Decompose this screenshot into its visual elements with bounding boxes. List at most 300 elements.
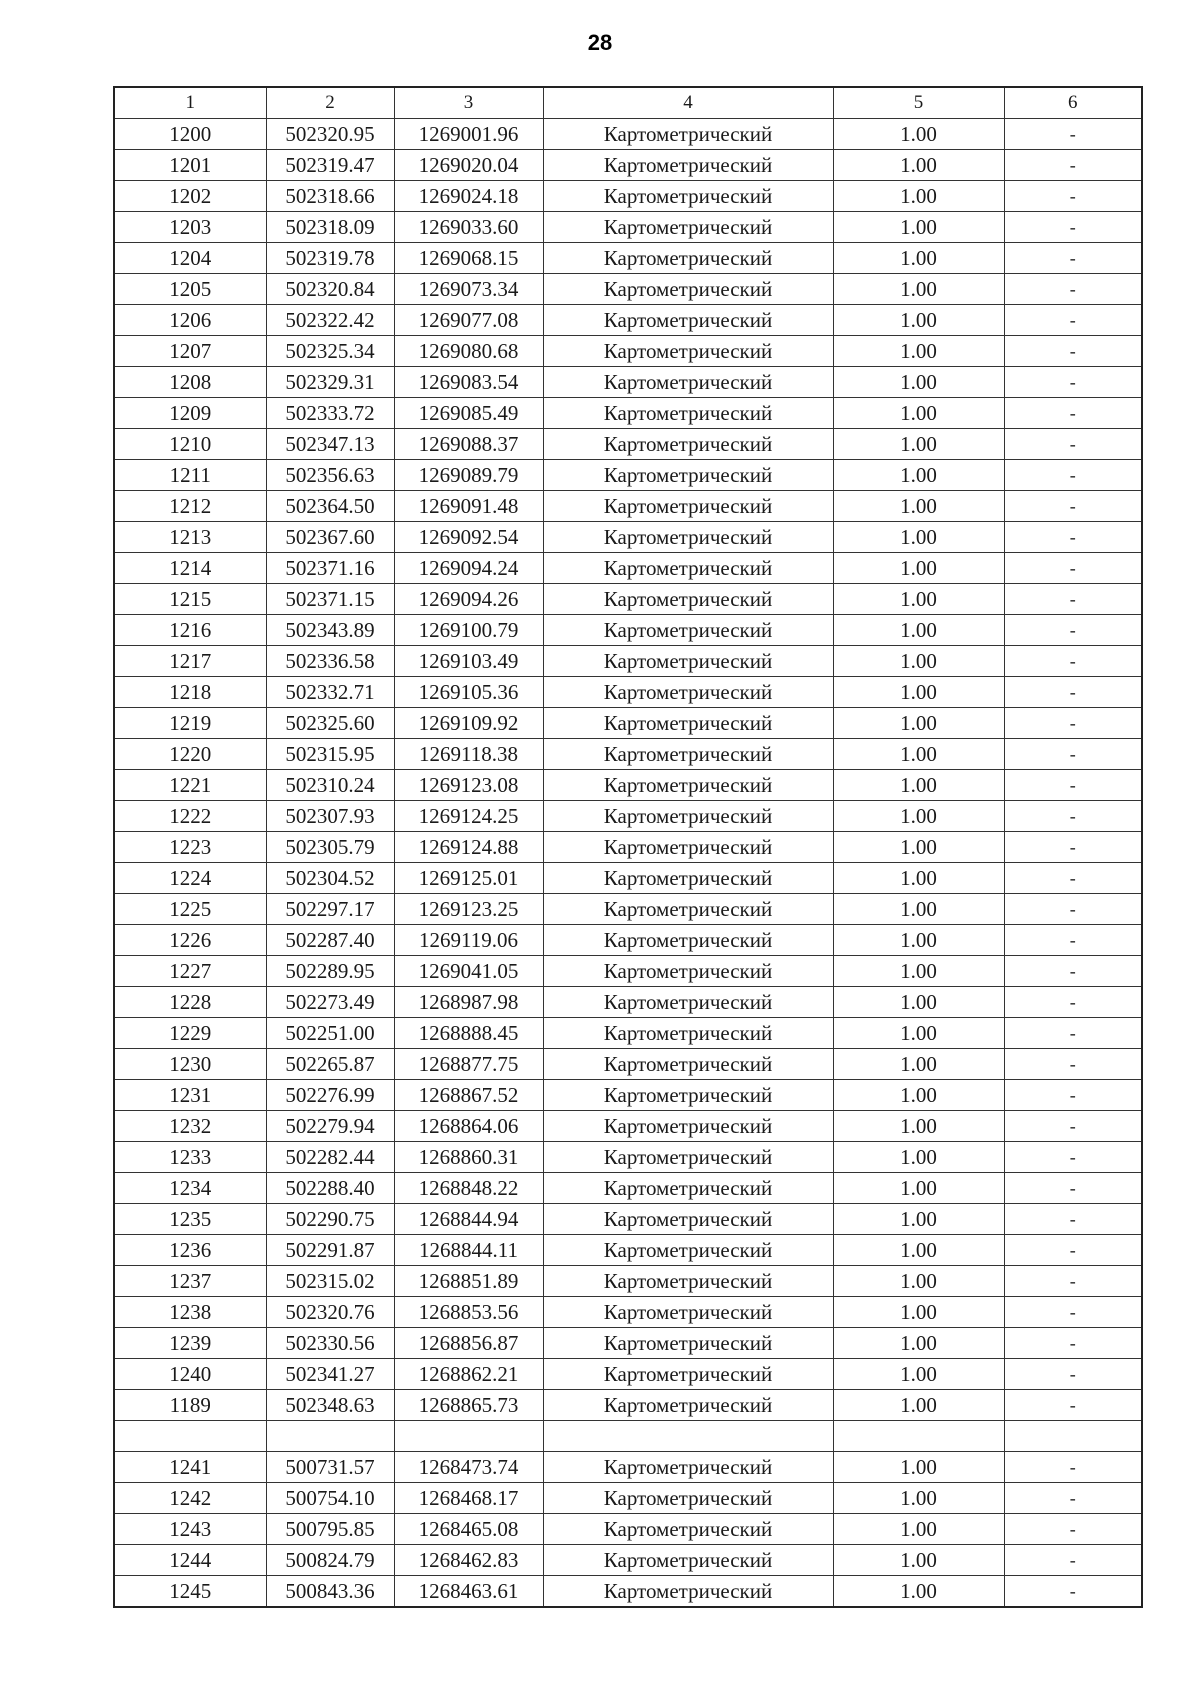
description-cell: - bbox=[1004, 212, 1142, 243]
method-cell bbox=[543, 1421, 833, 1452]
description-cell: - bbox=[1004, 1173, 1142, 1204]
y-coordinate-cell: 1269118.38 bbox=[394, 739, 543, 770]
description-cell: - bbox=[1004, 1576, 1142, 1608]
y-coordinate-cell: 1269105.36 bbox=[394, 677, 543, 708]
x-coordinate-cell: 502343.89 bbox=[266, 615, 394, 646]
table-row bbox=[114, 1204, 1142, 1235]
accuracy-cell: 1.00 bbox=[833, 925, 1004, 956]
column-header-method: 4 bbox=[543, 87, 833, 119]
table-row bbox=[114, 584, 1142, 615]
point-number-cell: 1205 bbox=[114, 274, 266, 305]
point-number-cell: 1200 bbox=[114, 119, 266, 150]
method-cell: Картометрический bbox=[543, 367, 833, 398]
point-number-cell: 1223 bbox=[114, 832, 266, 863]
y-coordinate-cell: 1269033.60 bbox=[394, 212, 543, 243]
x-coordinate-cell: 502318.09 bbox=[266, 212, 394, 243]
description-cell: - bbox=[1004, 1018, 1142, 1049]
column-header-point-number: 1 bbox=[114, 87, 266, 119]
point-number-cell: 1239 bbox=[114, 1328, 266, 1359]
y-coordinate-cell: 1268463.61 bbox=[394, 1576, 543, 1608]
method-cell: Картометрический bbox=[543, 398, 833, 429]
table-row bbox=[114, 398, 1142, 429]
accuracy-cell: 1.00 bbox=[833, 243, 1004, 274]
description-cell: - bbox=[1004, 119, 1142, 150]
accuracy-cell: 1.00 bbox=[833, 1266, 1004, 1297]
table-row bbox=[114, 1514, 1142, 1545]
y-coordinate-cell: 1269100.79 bbox=[394, 615, 543, 646]
method-cell: Картометрический bbox=[543, 274, 833, 305]
accuracy-cell: 1.00 bbox=[833, 1235, 1004, 1266]
description-cell: - bbox=[1004, 1297, 1142, 1328]
y-coordinate-cell: 1268860.31 bbox=[394, 1142, 543, 1173]
x-coordinate-cell: 500824.79 bbox=[266, 1545, 394, 1576]
y-coordinate-cell: 1268462.83 bbox=[394, 1545, 543, 1576]
description-cell: - bbox=[1004, 1483, 1142, 1514]
x-coordinate-cell: 502333.72 bbox=[266, 398, 394, 429]
x-coordinate-cell: 502325.60 bbox=[266, 708, 394, 739]
point-number-cell: 1217 bbox=[114, 646, 266, 677]
point-number-cell: 1240 bbox=[114, 1359, 266, 1390]
column-header-accuracy: 5 bbox=[833, 87, 1004, 119]
table-row bbox=[114, 1142, 1142, 1173]
accuracy-cell: 1.00 bbox=[833, 1452, 1004, 1483]
method-cell: Картометрический bbox=[543, 615, 833, 646]
accuracy-cell: 1.00 bbox=[833, 367, 1004, 398]
table-row bbox=[114, 1576, 1142, 1608]
accuracy-cell: 1.00 bbox=[833, 832, 1004, 863]
accuracy-cell: 1.00 bbox=[833, 1545, 1004, 1576]
accuracy-cell: 1.00 bbox=[833, 1483, 1004, 1514]
x-coordinate-cell: 500754.10 bbox=[266, 1483, 394, 1514]
description-cell: - bbox=[1004, 522, 1142, 553]
table-row bbox=[114, 956, 1142, 987]
method-cell: Картометрический bbox=[543, 832, 833, 863]
y-coordinate-cell: 1268888.45 bbox=[394, 1018, 543, 1049]
table-row bbox=[114, 1049, 1142, 1080]
description-cell: - bbox=[1004, 770, 1142, 801]
accuracy-cell: 1.00 bbox=[833, 1080, 1004, 1111]
description-cell: - bbox=[1004, 460, 1142, 491]
accuracy-cell: 1.00 bbox=[833, 1111, 1004, 1142]
description-cell: - bbox=[1004, 1328, 1142, 1359]
description-cell: - bbox=[1004, 1049, 1142, 1080]
point-number-cell: 1224 bbox=[114, 863, 266, 894]
method-cell: Картометрический bbox=[543, 677, 833, 708]
page-number: 28 bbox=[587, 30, 613, 55]
table-row bbox=[114, 646, 1142, 677]
x-coordinate-cell: 502291.87 bbox=[266, 1235, 394, 1266]
point-number-cell: 1242 bbox=[114, 1483, 266, 1514]
point-number-cell: 1241 bbox=[114, 1452, 266, 1483]
table-row bbox=[114, 987, 1142, 1018]
x-coordinate-cell: 502356.63 bbox=[266, 460, 394, 491]
description-cell: - bbox=[1004, 1111, 1142, 1142]
y-coordinate-cell: 1268473.74 bbox=[394, 1452, 543, 1483]
y-coordinate-cell: 1269123.08 bbox=[394, 770, 543, 801]
y-coordinate-cell: 1268844.94 bbox=[394, 1204, 543, 1235]
table-row bbox=[114, 553, 1142, 584]
method-cell: Картометрический bbox=[543, 1204, 833, 1235]
x-coordinate-cell: 502288.40 bbox=[266, 1173, 394, 1204]
y-coordinate-cell: 1269091.48 bbox=[394, 491, 543, 522]
description-cell: - bbox=[1004, 336, 1142, 367]
y-coordinate-cell: 1268865.73 bbox=[394, 1390, 543, 1421]
y-coordinate-cell: 1269083.54 bbox=[394, 367, 543, 398]
y-coordinate-cell: 1269103.49 bbox=[394, 646, 543, 677]
method-cell: Картометрический bbox=[543, 863, 833, 894]
method-cell: Картометрический bbox=[543, 553, 833, 584]
description-cell: - bbox=[1004, 925, 1142, 956]
point-number-cell: 1227 bbox=[114, 956, 266, 987]
description-cell: - bbox=[1004, 553, 1142, 584]
method-cell: Картометрический bbox=[543, 987, 833, 1018]
y-coordinate-cell: 1268848.22 bbox=[394, 1173, 543, 1204]
table-row bbox=[114, 1452, 1142, 1483]
x-coordinate-cell: 502319.47 bbox=[266, 150, 394, 181]
x-coordinate-cell: 500843.36 bbox=[266, 1576, 394, 1608]
table-row bbox=[114, 150, 1142, 181]
table-row bbox=[114, 336, 1142, 367]
x-coordinate-cell: 502319.78 bbox=[266, 243, 394, 274]
method-cell: Картометрический bbox=[543, 894, 833, 925]
method-cell: Картометрический bbox=[543, 460, 833, 491]
description-cell: - bbox=[1004, 894, 1142, 925]
description-cell: - bbox=[1004, 708, 1142, 739]
table-row bbox=[114, 832, 1142, 863]
y-coordinate-cell: 1269085.49 bbox=[394, 398, 543, 429]
accuracy-cell: 1.00 bbox=[833, 987, 1004, 1018]
column-header-x-coordinate: 2 bbox=[266, 87, 394, 119]
point-number-cell: 1206 bbox=[114, 305, 266, 336]
accuracy-cell: 1.00 bbox=[833, 894, 1004, 925]
table-row bbox=[114, 1297, 1142, 1328]
point-number-cell: 1216 bbox=[114, 615, 266, 646]
x-coordinate-cell: 502320.95 bbox=[266, 119, 394, 150]
x-coordinate-cell bbox=[266, 1421, 394, 1452]
table-row bbox=[114, 615, 1142, 646]
description-cell: - bbox=[1004, 1359, 1142, 1390]
y-coordinate-cell: 1269124.88 bbox=[394, 832, 543, 863]
description-cell: - bbox=[1004, 615, 1142, 646]
method-cell: Картометрический bbox=[543, 1080, 833, 1111]
method-cell: Картометрический bbox=[543, 150, 833, 181]
y-coordinate-cell: 1269094.24 bbox=[394, 553, 543, 584]
method-cell: Картометрический bbox=[543, 1545, 833, 1576]
point-number-cell: 1228 bbox=[114, 987, 266, 1018]
x-coordinate-cell: 502336.58 bbox=[266, 646, 394, 677]
y-coordinate-cell: 1269119.06 bbox=[394, 925, 543, 956]
x-coordinate-cell: 502279.94 bbox=[266, 1111, 394, 1142]
accuracy-cell: 1.00 bbox=[833, 1018, 1004, 1049]
y-coordinate-cell: 1269088.37 bbox=[394, 429, 543, 460]
description-cell: - bbox=[1004, 1266, 1142, 1297]
table-row bbox=[114, 243, 1142, 274]
table-row bbox=[114, 212, 1142, 243]
method-cell: Картометрический bbox=[543, 1483, 833, 1514]
table-row bbox=[114, 1235, 1142, 1266]
method-cell: Картометрический bbox=[543, 1452, 833, 1483]
y-coordinate-cell: 1268862.21 bbox=[394, 1359, 543, 1390]
y-coordinate-cell: 1269020.04 bbox=[394, 150, 543, 181]
x-coordinate-cell: 502251.00 bbox=[266, 1018, 394, 1049]
point-number-cell: 1230 bbox=[114, 1049, 266, 1080]
accuracy-cell: 1.00 bbox=[833, 336, 1004, 367]
x-coordinate-cell: 502325.34 bbox=[266, 336, 394, 367]
point-number-cell: 1243 bbox=[114, 1514, 266, 1545]
point-number-cell: 1235 bbox=[114, 1204, 266, 1235]
table-row bbox=[114, 1421, 1142, 1452]
accuracy-cell: 1.00 bbox=[833, 1049, 1004, 1080]
point-number-cell: 1244 bbox=[114, 1545, 266, 1576]
method-cell: Картометрический bbox=[543, 770, 833, 801]
table-row bbox=[114, 274, 1142, 305]
point-number-cell: 1203 bbox=[114, 212, 266, 243]
description-cell: - bbox=[1004, 367, 1142, 398]
y-coordinate-cell: 1268844.11 bbox=[394, 1235, 543, 1266]
accuracy-cell: 1.00 bbox=[833, 181, 1004, 212]
column-header-description: 6 bbox=[1004, 87, 1142, 119]
accuracy-cell: 1.00 bbox=[833, 677, 1004, 708]
accuracy-cell: 1.00 bbox=[833, 553, 1004, 584]
x-coordinate-cell: 502297.17 bbox=[266, 894, 394, 925]
method-cell: Картометрический bbox=[543, 1359, 833, 1390]
y-coordinate-cell: 1269073.34 bbox=[394, 274, 543, 305]
method-cell: Картометрический bbox=[543, 925, 833, 956]
point-number-cell: 1212 bbox=[114, 491, 266, 522]
y-coordinate-cell: 1269001.96 bbox=[394, 119, 543, 150]
y-coordinate-cell: 1268853.56 bbox=[394, 1297, 543, 1328]
accuracy-cell bbox=[833, 1421, 1004, 1452]
table-row bbox=[114, 491, 1142, 522]
point-number-cell: 1215 bbox=[114, 584, 266, 615]
point-number-cell: 1238 bbox=[114, 1297, 266, 1328]
x-coordinate-cell: 502341.27 bbox=[266, 1359, 394, 1390]
table-row bbox=[114, 894, 1142, 925]
point-number-cell: 1231 bbox=[114, 1080, 266, 1111]
accuracy-cell: 1.00 bbox=[833, 150, 1004, 181]
point-number-cell: 1226 bbox=[114, 925, 266, 956]
method-cell: Картометрический bbox=[543, 801, 833, 832]
description-cell: - bbox=[1004, 584, 1142, 615]
method-cell: Картометрический bbox=[543, 1049, 833, 1080]
table-row bbox=[114, 1173, 1142, 1204]
point-number-cell: 1207 bbox=[114, 336, 266, 367]
point-number-cell: 1236 bbox=[114, 1235, 266, 1266]
accuracy-cell: 1.00 bbox=[833, 1514, 1004, 1545]
point-number-cell: 1237 bbox=[114, 1266, 266, 1297]
point-number-cell: 1245 bbox=[114, 1576, 266, 1608]
description-cell: - bbox=[1004, 677, 1142, 708]
y-coordinate-cell bbox=[394, 1421, 543, 1452]
accuracy-cell: 1.00 bbox=[833, 1142, 1004, 1173]
accuracy-cell: 1.00 bbox=[833, 1297, 1004, 1328]
y-coordinate-cell: 1268864.06 bbox=[394, 1111, 543, 1142]
x-coordinate-cell: 502290.75 bbox=[266, 1204, 394, 1235]
description-cell: - bbox=[1004, 150, 1142, 181]
accuracy-cell: 1.00 bbox=[833, 739, 1004, 770]
accuracy-cell: 1.00 bbox=[833, 429, 1004, 460]
x-coordinate-cell: 502304.52 bbox=[266, 863, 394, 894]
table-header-row bbox=[114, 87, 1142, 119]
x-coordinate-cell: 500795.85 bbox=[266, 1514, 394, 1545]
y-coordinate-cell: 1269077.08 bbox=[394, 305, 543, 336]
accuracy-cell: 1.00 bbox=[833, 1576, 1004, 1608]
accuracy-cell: 1.00 bbox=[833, 956, 1004, 987]
method-cell: Картометрический bbox=[543, 708, 833, 739]
x-coordinate-cell: 502265.87 bbox=[266, 1049, 394, 1080]
table-row bbox=[114, 181, 1142, 212]
point-number-cell: 1211 bbox=[114, 460, 266, 491]
x-coordinate-cell: 502305.79 bbox=[266, 832, 394, 863]
method-cell: Картометрический bbox=[543, 1297, 833, 1328]
table-row bbox=[114, 1390, 1142, 1421]
x-coordinate-cell: 502332.71 bbox=[266, 677, 394, 708]
x-coordinate-cell: 502287.40 bbox=[266, 925, 394, 956]
y-coordinate-cell: 1269092.54 bbox=[394, 522, 543, 553]
method-cell: Картометрический bbox=[543, 1173, 833, 1204]
y-coordinate-cell: 1269068.15 bbox=[394, 243, 543, 274]
x-coordinate-cell: 502348.63 bbox=[266, 1390, 394, 1421]
method-cell: Картометрический bbox=[543, 1111, 833, 1142]
x-coordinate-cell: 502276.99 bbox=[266, 1080, 394, 1111]
description-cell: - bbox=[1004, 1235, 1142, 1266]
point-number-cell: 1210 bbox=[114, 429, 266, 460]
point-number-cell: 1220 bbox=[114, 739, 266, 770]
description-cell bbox=[1004, 1421, 1142, 1452]
point-number-cell: 1218 bbox=[114, 677, 266, 708]
point-number-cell: 1222 bbox=[114, 801, 266, 832]
description-cell: - bbox=[1004, 1390, 1142, 1421]
accuracy-cell: 1.00 bbox=[833, 584, 1004, 615]
accuracy-cell: 1.00 bbox=[833, 460, 1004, 491]
table-row bbox=[114, 1483, 1142, 1514]
table-row bbox=[114, 1359, 1142, 1390]
x-coordinate-cell: 500731.57 bbox=[266, 1452, 394, 1483]
accuracy-cell: 1.00 bbox=[833, 522, 1004, 553]
method-cell: Картометрический bbox=[543, 1235, 833, 1266]
point-number-cell: 1219 bbox=[114, 708, 266, 739]
y-coordinate-cell: 1268987.98 bbox=[394, 987, 543, 1018]
y-coordinate-cell: 1269041.05 bbox=[394, 956, 543, 987]
y-coordinate-cell: 1269124.25 bbox=[394, 801, 543, 832]
table-row bbox=[114, 305, 1142, 336]
accuracy-cell: 1.00 bbox=[833, 212, 1004, 243]
x-coordinate-cell: 502289.95 bbox=[266, 956, 394, 987]
description-cell: - bbox=[1004, 1452, 1142, 1483]
table-row bbox=[114, 367, 1142, 398]
description-cell: - bbox=[1004, 832, 1142, 863]
point-number-cell: 1202 bbox=[114, 181, 266, 212]
column-header-y-coordinate: 3 bbox=[394, 87, 543, 119]
x-coordinate-cell: 502273.49 bbox=[266, 987, 394, 1018]
y-coordinate-cell: 1269024.18 bbox=[394, 181, 543, 212]
table-row bbox=[114, 770, 1142, 801]
method-cell: Картометрический bbox=[543, 956, 833, 987]
accuracy-cell: 1.00 bbox=[833, 770, 1004, 801]
description-cell: - bbox=[1004, 181, 1142, 212]
description-cell: - bbox=[1004, 1142, 1142, 1173]
x-coordinate-cell: 502322.42 bbox=[266, 305, 394, 336]
method-cell: Картометрический bbox=[543, 1266, 833, 1297]
table-row bbox=[114, 1018, 1142, 1049]
accuracy-cell: 1.00 bbox=[833, 863, 1004, 894]
table-row bbox=[114, 522, 1142, 553]
accuracy-cell: 1.00 bbox=[833, 1328, 1004, 1359]
y-coordinate-cell: 1269080.68 bbox=[394, 336, 543, 367]
accuracy-cell: 1.00 bbox=[833, 274, 1004, 305]
description-cell: - bbox=[1004, 398, 1142, 429]
point-number-cell: 1213 bbox=[114, 522, 266, 553]
accuracy-cell: 1.00 bbox=[833, 801, 1004, 832]
point-number-cell: 1232 bbox=[114, 1111, 266, 1142]
accuracy-cell: 1.00 bbox=[833, 708, 1004, 739]
x-coordinate-cell: 502330.56 bbox=[266, 1328, 394, 1359]
x-coordinate-cell: 502315.02 bbox=[266, 1266, 394, 1297]
description-cell: - bbox=[1004, 491, 1142, 522]
point-number-cell: 1189 bbox=[114, 1390, 266, 1421]
table-row bbox=[114, 1266, 1142, 1297]
table-row bbox=[114, 1080, 1142, 1111]
description-cell: - bbox=[1004, 1204, 1142, 1235]
x-coordinate-cell: 502282.44 bbox=[266, 1142, 394, 1173]
description-cell: - bbox=[1004, 956, 1142, 987]
y-coordinate-cell: 1269094.26 bbox=[394, 584, 543, 615]
method-cell: Картометрический bbox=[543, 584, 833, 615]
method-cell: Картометрический bbox=[543, 305, 833, 336]
table-row bbox=[114, 739, 1142, 770]
table-row bbox=[114, 1545, 1142, 1576]
y-coordinate-cell: 1268465.08 bbox=[394, 1514, 543, 1545]
description-cell: - bbox=[1004, 801, 1142, 832]
accuracy-cell: 1.00 bbox=[833, 1359, 1004, 1390]
method-cell: Картометрический bbox=[543, 522, 833, 553]
x-coordinate-cell: 502315.95 bbox=[266, 739, 394, 770]
table-row bbox=[114, 801, 1142, 832]
y-coordinate-cell: 1268877.75 bbox=[394, 1049, 543, 1080]
accuracy-cell: 1.00 bbox=[833, 305, 1004, 336]
y-coordinate-cell: 1268856.87 bbox=[394, 1328, 543, 1359]
x-coordinate-cell: 502367.60 bbox=[266, 522, 394, 553]
description-cell: - bbox=[1004, 305, 1142, 336]
x-coordinate-cell: 502320.76 bbox=[266, 1297, 394, 1328]
y-coordinate-cell: 1269125.01 bbox=[394, 863, 543, 894]
point-number-cell: 1229 bbox=[114, 1018, 266, 1049]
description-cell: - bbox=[1004, 987, 1142, 1018]
accuracy-cell: 1.00 bbox=[833, 398, 1004, 429]
x-coordinate-cell: 502371.16 bbox=[266, 553, 394, 584]
x-coordinate-cell: 502320.84 bbox=[266, 274, 394, 305]
table-row bbox=[114, 429, 1142, 460]
table-body bbox=[114, 119, 1142, 1608]
point-number-cell: 1214 bbox=[114, 553, 266, 584]
table-row bbox=[114, 460, 1142, 491]
accuracy-cell: 1.00 bbox=[833, 615, 1004, 646]
description-cell: - bbox=[1004, 646, 1142, 677]
y-coordinate-cell: 1268867.52 bbox=[394, 1080, 543, 1111]
table-row bbox=[114, 1328, 1142, 1359]
method-cell: Картометрический bbox=[543, 1514, 833, 1545]
y-coordinate-cell: 1269109.92 bbox=[394, 708, 543, 739]
point-number-cell: 1201 bbox=[114, 150, 266, 181]
method-cell: Картометрический bbox=[543, 429, 833, 460]
method-cell: Картометрический bbox=[543, 1142, 833, 1173]
x-coordinate-cell: 502364.50 bbox=[266, 491, 394, 522]
point-number-cell: 1234 bbox=[114, 1173, 266, 1204]
x-coordinate-cell: 502318.66 bbox=[266, 181, 394, 212]
accuracy-cell: 1.00 bbox=[833, 119, 1004, 150]
method-cell: Картометрический bbox=[543, 212, 833, 243]
y-coordinate-cell: 1268468.17 bbox=[394, 1483, 543, 1514]
